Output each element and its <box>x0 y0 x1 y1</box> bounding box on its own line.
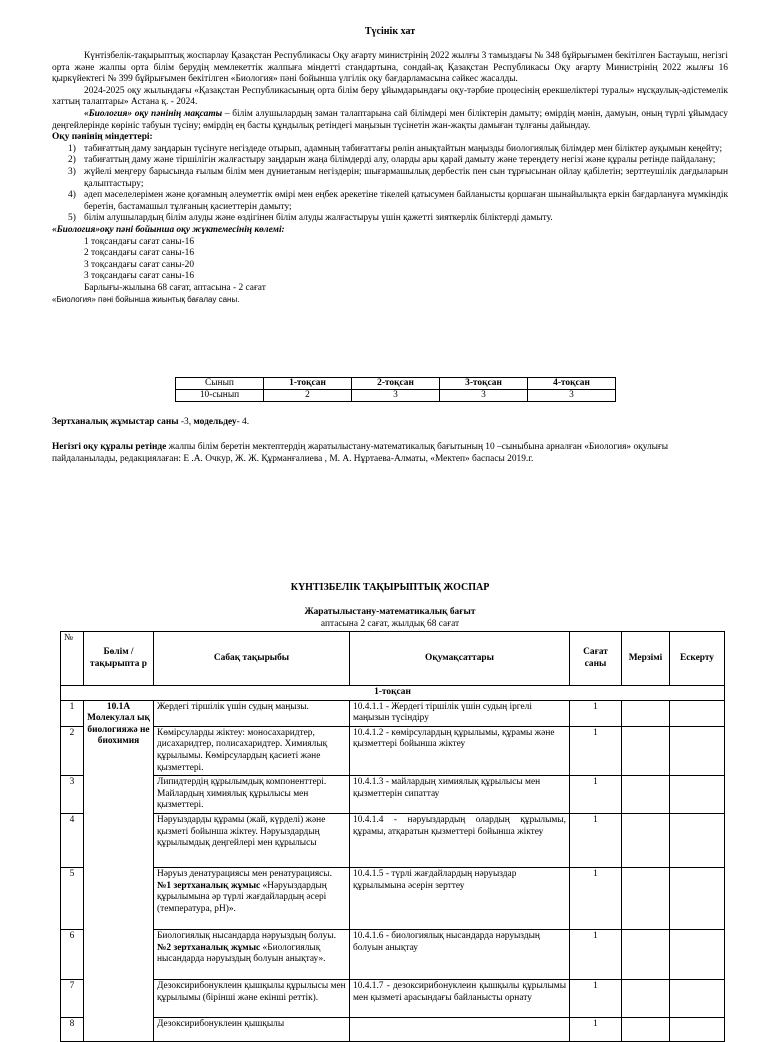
row-goal: 10.4.1.3 - майлардың химиялық құрылысы мен қызметтерін сипаттау <box>350 776 570 814</box>
header-hours: Сағат саны <box>570 632 622 686</box>
row-note <box>670 980 725 1018</box>
grades-cell-q3: 3 <box>440 390 528 402</box>
list-item <box>52 167 728 190</box>
row-goal <box>350 1018 570 1042</box>
row-note <box>670 930 725 980</box>
row-topic: Липидтердің құрылымдық компоненттері. Майлардың химиялық құрылысы мен қызметтері. <box>154 776 350 814</box>
volume-heading: «Биология»оқу пәні бойынша оқу жүктемесінің көлемі: <box>52 224 285 235</box>
tasks-list <box>52 144 728 225</box>
row-number: 4 <box>61 814 84 868</box>
row-date <box>622 868 670 930</box>
table-row <box>176 390 616 402</box>
textbook-label: Негізгі оқу құралы ретінде <box>52 442 167 452</box>
row-hours: 1 <box>570 814 622 868</box>
task-text: білім алушылардың білім алуды және өздігінен білім алуды жалғастыруы үшін қажетті зияткерлік біліктерді дамыту. <box>84 213 553 224</box>
row-goal: 10.4.1.1 - Жердегі тіршілік үшін судың іргелі маңызын түсіндіру <box>350 700 570 726</box>
row-topic-text: Нәруыз денатурациясы мен ренатурациясы. <box>157 869 332 880</box>
textbook-paragraph <box>52 442 728 465</box>
intro-paragraph-2: 2024-2025 оқу жылындағы «Қазақстан Республикасының орта білім беру ұйымдарындағы оқу-тәрбие процесінің ерекшеліктері туралы» нұсқаулық-әдістемелік хаттың талаптары» Астана қ. - 2024. <box>52 85 728 108</box>
table-row <box>61 700 725 726</box>
row-topic: Дезоксирибонуклеин қышқылы құрылысы мен құрылымы (бірінші және екінші реттік). <box>154 980 350 1018</box>
explanatory-note <box>52 51 728 305</box>
task-number: 3) <box>68 166 76 177</box>
row-hours: 1 <box>570 726 622 775</box>
row-date <box>622 700 670 726</box>
table-row <box>61 930 725 980</box>
header-date: Мерзімі <box>622 632 670 686</box>
row-hours: 1 <box>570 1018 622 1042</box>
quarter-hours-2: 2 тоқсандағы сағат саны-16 <box>84 248 195 259</box>
calendar-plan-table <box>60 631 725 1042</box>
row-note <box>670 868 725 930</box>
row-number: 5 <box>61 868 84 930</box>
row-hours: 1 <box>570 700 622 726</box>
row-number: 1 <box>61 700 84 726</box>
total-hours: Барлығы-жылына 68 сағат, аптасына - 2 сағат <box>84 282 266 293</box>
plan-subtitle: Жаратылыстану-математикалық бағыт <box>304 607 476 617</box>
list-item <box>52 190 728 213</box>
row-note <box>670 700 725 726</box>
model-label: модельдеу <box>193 417 237 427</box>
row-topic: Дезоксирибонуклеин қышқылы <box>154 1018 350 1042</box>
plan-hours-subtitle: аптасына 2 сағат, жылдық 68 сағат <box>320 619 460 629</box>
task-number: 1) <box>68 143 76 154</box>
grades-cell-q4: 3 <box>528 390 616 402</box>
quarter-row <box>61 686 725 701</box>
row-topic <box>154 930 350 980</box>
lab-label: Зертханалық жұмыстар саны <box>52 417 179 427</box>
row-goal: 10.4.1.5 - түрлі жағдайлардың нәруыздар құрылымына әсерін зерттеу <box>350 868 570 930</box>
lab-value: -3, <box>178 417 194 427</box>
grades-cell-q1: 2 <box>264 390 352 402</box>
row-goal: 10.4.1.2 - көмірсулардың құрылымы, құрамы және қызметтері бойынша жіктеу <box>350 726 570 775</box>
document-title: Түсінік хат <box>364 26 416 37</box>
row-note <box>670 726 725 775</box>
row-number: 3 <box>61 776 84 814</box>
row-topic: Көмірсуларды жіктеу: моносахаридтер, дисахаридтер, полисахаридтер. Химиялық құрылымы. Көмірсулардың қасиеті және қызметтері. <box>154 726 350 775</box>
list-item <box>52 213 728 225</box>
row-note <box>670 1018 725 1042</box>
grades-header-q1: 1-тоқсан <box>264 378 352 390</box>
task-number: 2) <box>68 155 76 166</box>
row-topic-text: «Нәруыздардың құрылымына әр түрлі жағдайлардың әсері (температура, рН)». <box>157 880 327 914</box>
task-text: әдеп мәселелерімен және қоғамның әлеуметтік өмірі мен еңбек әрекетіне тікелей қатысумен байланысты қоршаған шынайылықта еркін бағдарлануға мүмкіндік беретін, бастамашыл тұлғаның қасиеттерін дамыту; <box>84 190 728 212</box>
task-number: 5) <box>68 213 76 224</box>
row-number: 7 <box>61 980 84 1018</box>
row-note <box>670 814 725 868</box>
row-goal: 10.4.1.6 - биологиялық нысандарда нәруыздың болуын анықтау <box>350 930 570 980</box>
row-number: 6 <box>61 930 84 980</box>
row-hours: 1 <box>570 980 622 1018</box>
table-row <box>61 980 725 1018</box>
row-topic <box>154 868 350 930</box>
row-hours: 1 <box>570 930 622 980</box>
grades-header-q2: 2-тоқсан <box>352 378 440 390</box>
row-date <box>622 980 670 1018</box>
table-header-row <box>61 632 725 686</box>
row-note <box>670 776 725 814</box>
header-goals: Оқумақсаттары <box>350 632 570 686</box>
table-row <box>61 868 725 930</box>
row-hours: 1 <box>570 776 622 814</box>
table-row <box>61 1018 725 1042</box>
plan-title: КҮНТІЗБЕЛІК ТАҚЫРЫПТЫҚ ЖОСПАР <box>290 582 490 593</box>
section-name: 10.1А Молекулал ық биологияжә не биохимия <box>84 700 154 1042</box>
task-text: табиғаттың даму заңдарын түсінуге негіздеде отырып, адамның табиғаттағы рөлін анықтайтын маңызды биологиялық білімдер мен біліктер ауқымын кеңейту; <box>84 143 723 154</box>
goal-text: – білім алушылардың заман талаптарына сай білімдері мен біліктерін дамыту; өмірдің мәнін, дамуын, оның түрлі ұйымдасу деңгейлерінде көрініс табуын түсіну; өмірдің ең басты құндылық ретіндегі маңызын түсінетін жан-жақты дамыған тұлғаны дайындау. <box>52 108 728 131</box>
header-section: Бөлім / тақырыпта р <box>84 632 154 686</box>
lab-work-label: №2 зертханалық жұмыс <box>157 942 261 953</box>
row-hours: 1 <box>570 868 622 930</box>
quarter-hours-1: 1 тоқсандағы сағат саны-16 <box>84 236 195 247</box>
textbook-text: жалпы білім беретін мектептердің жаратылыстану-математикалық бағытының 10 –сыныбына арналған «Биология» оқулығы пайдаланылады, редакциялаған: Е .А. Очкур, Ж. Ж. Құрманғалиева , М. А. Нұртаева-Алматы, «Мектеп» баспасы 2019.г. <box>52 442 669 464</box>
row-topic-text: Биологиялық нысандарда нәруыздың болуы. <box>157 931 336 942</box>
row-number: 2 <box>61 726 84 775</box>
row-goal: 10.4.1.7 - дезоксирибонуклеин қышқылы құрылымы мен қызметі арасындағы байланысты орнату <box>350 980 570 1018</box>
lab-work-label: №1 зертханалық жұмыс <box>157 880 261 891</box>
grades-header-q3: 3-тоқсан <box>440 378 528 390</box>
table-row <box>176 378 616 390</box>
header-number: № <box>61 632 84 686</box>
goal-label: «Биология» оқу пәнінің мақсаты <box>84 108 223 119</box>
row-date <box>622 930 670 980</box>
lab-count-paragraph <box>52 417 728 429</box>
row-goal: 10.4.1.4 - нәруыздардың олардың құрылымы, құрамы, атқаратын қызметтері бойынша жіктеу <box>350 814 570 868</box>
table-row <box>61 814 725 868</box>
header-topic: Сабақ тақырыбы <box>154 632 350 686</box>
grades-header-class: Сынып <box>176 378 264 390</box>
table-row <box>61 726 725 775</box>
goal-paragraph <box>52 109 728 132</box>
row-topic: Жердегі тіршілік үшін судың маңызы. <box>154 700 350 726</box>
grades-table <box>175 377 616 402</box>
list-item <box>52 144 728 156</box>
grades-cell-class: 10-сынып <box>176 390 264 402</box>
row-topic: Нәруыздарды құрамы (жай, күрделі) және қызметі бойынша жіктеу. Нәруыздардың құрылымдық деңгейлері мен құрылысы <box>154 814 350 868</box>
quarter-label: 1-тоқсан <box>61 686 725 701</box>
tasks-heading: Оқу пәнінің міндеттері: <box>52 132 153 143</box>
task-text: жүйелі меңгеру барысында ғылым білім мен дүниетаным негіздерін; шығармашылық дербестік пен сын тұрғысынан ойлау қабілетін; зерттеушілік дағдыларын қалыптастыру; <box>84 166 728 189</box>
header-note: Ескерту <box>670 632 725 686</box>
row-date <box>622 726 670 775</box>
intro-paragraph-1: Күнтізбелік-тақырыптық жоспарлау Қазақстан Республикасы Оқу ағарту министрінің 2022 жылғы 3 тамыздағы № 348 бұйрығымен бекітілген Бастауыш, негізгі орта және жалпы орта білім берудің мемлекеттік жалпыға міндетті стандартына, сондай-ақ Қазақстан Республикасы Оқу ағарту Министрінің 2022 жылғы 16 қыркүйектегі № 399 бұйрығымен бекітілген «Биология» пәні бойынша үлгілік оқу бағдарламасына сәйкес жасалды. <box>52 51 728 85</box>
row-date <box>622 814 670 868</box>
row-date <box>622 1018 670 1042</box>
row-number: 8 <box>61 1018 84 1042</box>
row-date <box>622 776 670 814</box>
quarter-hours-3: 3 тоқсандағы сағат саны-20 <box>84 259 195 270</box>
grades-cell-q2: 3 <box>352 390 440 402</box>
row-topic-text: «Биологиялық нысандарда нәруыздың болуын анықтау». <box>157 942 326 965</box>
list-item <box>52 155 728 167</box>
table-row <box>61 776 725 814</box>
grades-caption: «Биология» пәні бойынша жиынтық бағалау саны. <box>52 295 240 305</box>
model-value: - 4. <box>236 417 250 427</box>
task-number: 4) <box>68 190 76 201</box>
quarter-hours-4: 3 тоқсандағы сағат саны-16 <box>84 271 195 282</box>
grades-header-q4: 4-тоқсан <box>528 378 616 390</box>
task-text: табиғаттың даму және тіршілігін жалғастыру заңдарын жаңа білімдерді алу, оларды ары қарай дамыту және тереңдету негізі және құралы ретінде пайдалану; <box>84 155 716 166</box>
